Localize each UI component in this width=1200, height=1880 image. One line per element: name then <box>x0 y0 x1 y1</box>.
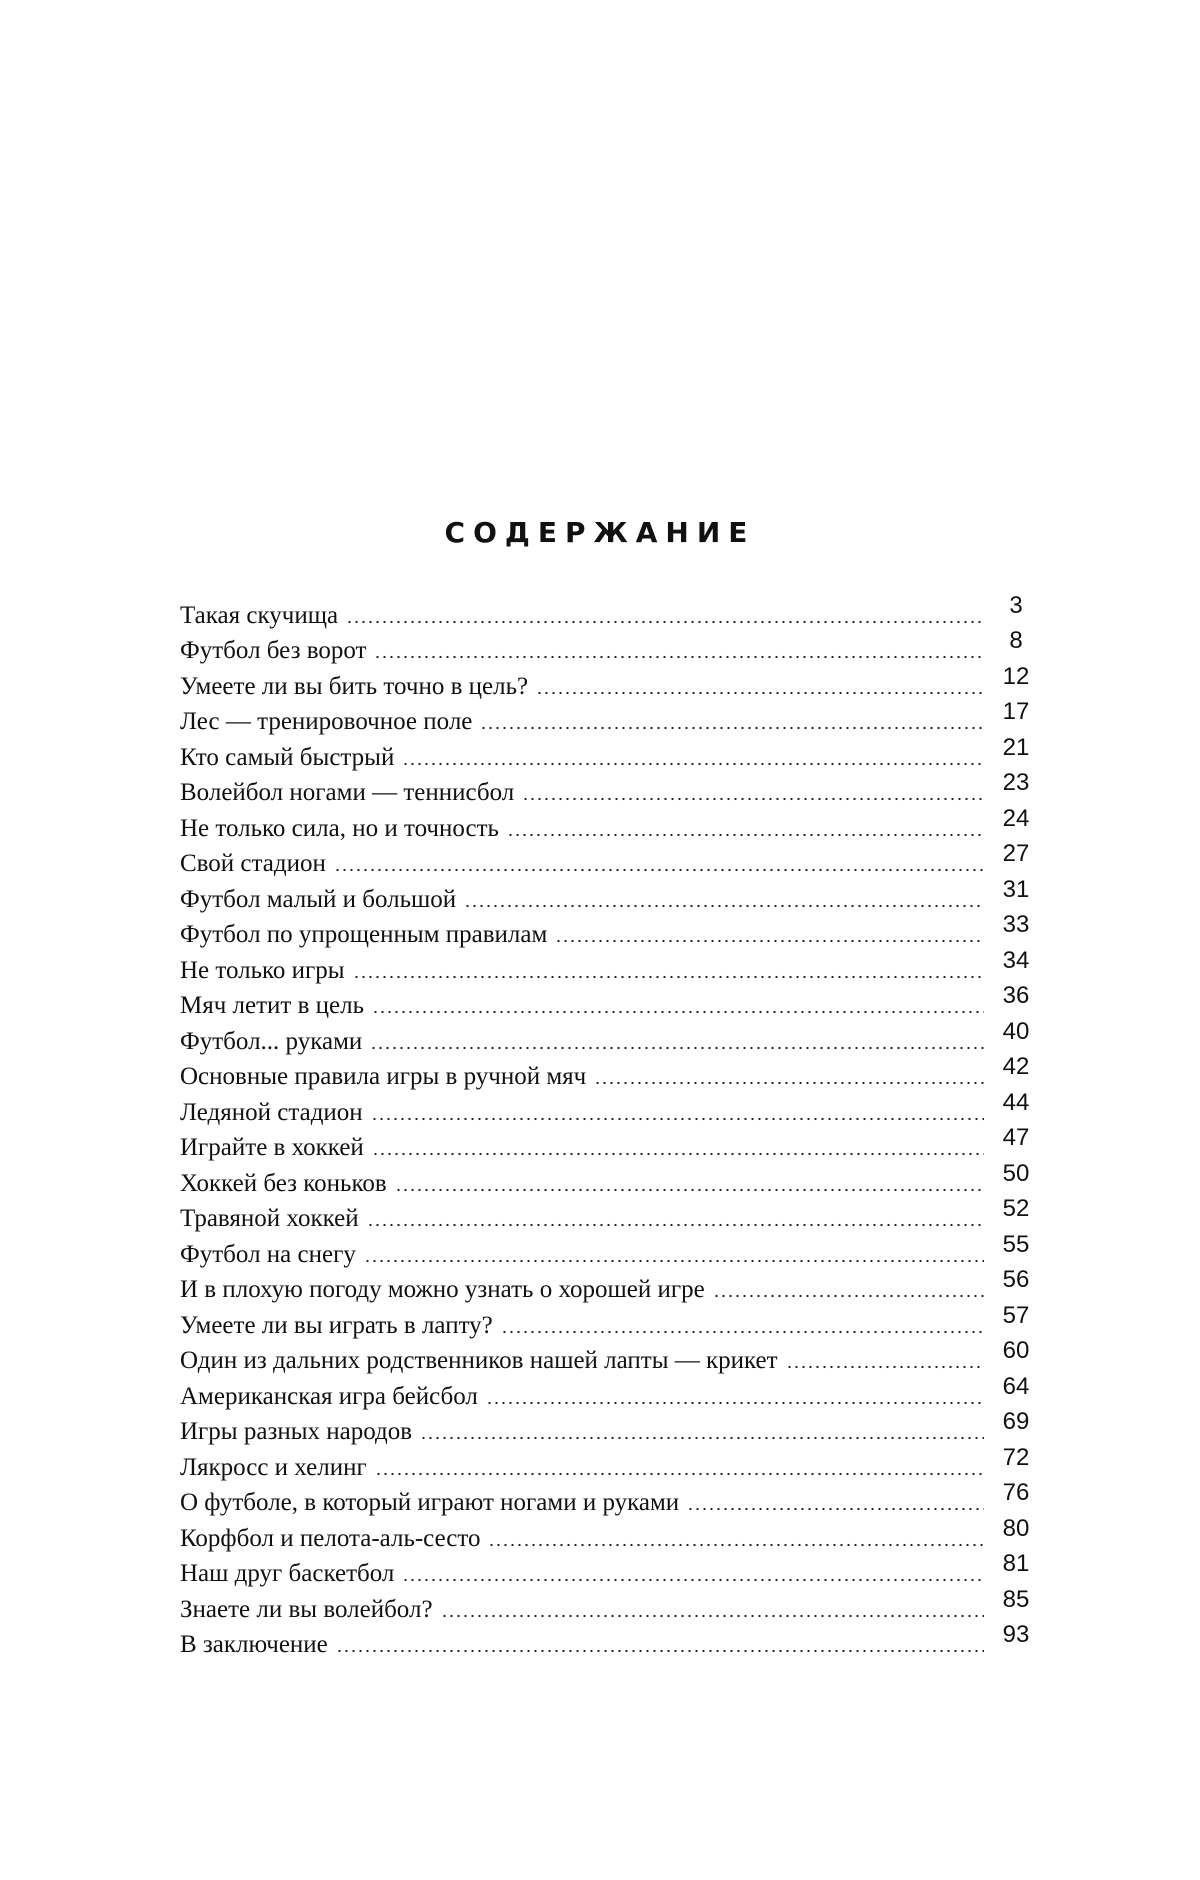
toc-entry-page-number: 57 <box>1002 1301 1030 1329</box>
toc-entry-page-number: 3 <box>1009 591 1023 619</box>
dot-leader <box>367 1223 984 1227</box>
toc-entry-page-number: 69 <box>1002 1408 1030 1435</box>
dot-leader <box>402 762 984 766</box>
dot-leader <box>420 1436 984 1440</box>
toc-entry-page-number: 60 <box>1002 1337 1030 1364</box>
toc-entry-page-number: 40 <box>1002 1017 1030 1045</box>
toc-entry-page-number: 36 <box>1002 982 1030 1009</box>
toc-entry-title: Лес — тренировочное поле <box>180 708 473 735</box>
toc-entry-page-number: 31 <box>1002 875 1030 903</box>
toc-entry-title: Футбол на снегу <box>180 1240 356 1268</box>
toc-entry-title: Хоккей без коньков <box>180 1169 387 1197</box>
toc-entry <box>180 1124 1040 1164</box>
toc-entry-title: Лякросс и хелинг <box>180 1453 367 1481</box>
dot-leader <box>786 1365 984 1369</box>
toc-entry <box>180 911 1040 951</box>
dot-leader <box>395 1188 984 1192</box>
toc-entry <box>180 1266 1040 1306</box>
toc-entry <box>180 591 1040 631</box>
toc-entry-page-number: 64 <box>1002 1372 1030 1400</box>
toc-entry <box>180 1479 1040 1519</box>
dot-leader <box>334 868 984 872</box>
toc-entry-page-number: 33 <box>1002 911 1030 938</box>
toc-entry-page-number: 24 <box>1002 804 1030 832</box>
toc-entry-title: Знаете ли вы волейбол? <box>180 1595 433 1623</box>
toc-entry-page-number: 27 <box>1002 840 1030 867</box>
toc-entry-page-number: 85 <box>1002 1585 1030 1613</box>
toc-entry-title: Корфбол и пелота-аль-сесто <box>180 1524 481 1552</box>
toc-entry <box>180 1550 1040 1590</box>
toc-entry-title: Такая скучища <box>180 601 339 629</box>
page-title: СОДЕРЖАНИЕ <box>444 516 756 549</box>
dot-leader <box>364 1259 984 1263</box>
dot-leader <box>480 726 984 730</box>
dot-leader <box>370 1046 984 1050</box>
dot-leader <box>507 833 984 837</box>
dot-leader <box>713 1294 984 1298</box>
toc-entry <box>180 1088 1040 1128</box>
toc-entry-page-number: 81 <box>1002 1550 1030 1577</box>
toc-entry-page-number: 76 <box>1002 1479 1030 1506</box>
toc-entry-title: Американская игра бейсбол <box>180 1382 478 1410</box>
toc-entry <box>180 1585 1040 1625</box>
dot-leader <box>464 904 984 908</box>
toc-entry <box>180 1443 1040 1483</box>
toc-entry-title: Свой стадион <box>180 850 326 877</box>
toc-entry-title: Наш друг баскетбол <box>180 1560 395 1587</box>
toc-entry <box>180 733 1040 773</box>
toc-entry-page-number: 34 <box>1002 946 1030 974</box>
toc-entry <box>180 1621 1040 1661</box>
dot-leader <box>375 1472 984 1476</box>
dot-leader <box>346 620 984 624</box>
dot-leader <box>372 1010 984 1014</box>
toc-entry-title: И в плохую погоду можно узнать о хорошей игре <box>180 1276 705 1303</box>
dot-leader <box>486 1401 984 1405</box>
toc-entry <box>180 946 1040 986</box>
toc-entry <box>180 1372 1040 1412</box>
dot-leader <box>522 797 984 801</box>
dot-leader <box>402 1578 984 1582</box>
toc-entry-title: Кто самый быстрый <box>180 743 395 771</box>
toc-entry-title: Не только сила, но и точность <box>180 814 499 842</box>
toc-entry <box>180 875 1040 915</box>
toc-entry-page-number: 21 <box>1002 733 1030 761</box>
dot-leader <box>441 1614 984 1618</box>
toc-entry-title: Мяч летит в цель <box>180 992 365 1019</box>
dot-leader <box>536 691 984 695</box>
toc-entry <box>180 804 1040 844</box>
toc-entry-title: Ледяной стадион <box>180 1098 363 1126</box>
toc-entry <box>180 1301 1040 1341</box>
dot-leader <box>353 975 984 979</box>
toc-entry <box>180 1017 1040 1057</box>
dot-leader <box>555 939 984 943</box>
toc-entry-page-number: 72 <box>1002 1443 1030 1471</box>
dot-leader <box>501 1330 984 1334</box>
table-of-contents <box>180 591 1040 1660</box>
toc-entry-page-number: 23 <box>1002 769 1030 796</box>
toc-entry-title: Травяной хоккей <box>180 1205 359 1232</box>
toc-entry-page-number: 80 <box>1002 1514 1030 1542</box>
toc-entry <box>180 840 1040 880</box>
toc-entry-title: Волейбол ногами — теннисбол <box>180 779 515 806</box>
dot-leader <box>687 1507 984 1511</box>
toc-entry-title: Игры разных народов <box>180 1418 413 1445</box>
toc-entry <box>180 1159 1040 1199</box>
toc-entry <box>180 1053 1040 1093</box>
toc-entry <box>180 627 1040 667</box>
toc-entry-title: Футбол по упрощенным правилам <box>180 921 548 948</box>
toc-entry-page-number: 8 <box>1009 627 1023 654</box>
toc-entry-page-number: 50 <box>1002 1159 1030 1187</box>
toc-entry <box>180 662 1040 702</box>
toc-entry <box>180 1195 1040 1235</box>
toc-entry-title: Футбол без ворот <box>180 637 367 664</box>
dot-leader <box>372 1152 984 1156</box>
dot-leader <box>374 655 984 659</box>
toc-entry <box>180 1514 1040 1554</box>
dot-leader <box>336 1649 984 1653</box>
toc-entry-title: Играйте в хоккей <box>180 1134 364 1161</box>
toc-entry <box>180 769 1040 809</box>
toc-entry-page-number: 12 <box>1002 662 1030 690</box>
toc-entry-title: Один из дальних родственников нашей лапты — крикет <box>180 1347 778 1374</box>
toc-entry-title: Умеете ли вы играть в лапту? <box>180 1311 493 1339</box>
dot-leader <box>594 1081 984 1085</box>
toc-entry-title: Умеете ли вы бить точно в цель? <box>180 672 529 700</box>
toc-entry <box>180 1337 1040 1377</box>
toc-entry-page-number: 47 <box>1002 1124 1030 1151</box>
dot-leader <box>488 1543 984 1547</box>
toc-entry <box>180 982 1040 1022</box>
toc-entry-page-number: 55 <box>1002 1230 1030 1258</box>
toc-entry-title: О футболе, в который играют ногами и руками <box>180 1489 680 1516</box>
toc-entry-page-number: 17 <box>1002 698 1030 725</box>
toc-entry-title: Футбол... руками <box>180 1027 363 1055</box>
dot-leader <box>371 1117 984 1121</box>
toc-entry-title: Не только игры <box>180 956 345 984</box>
toc-entry-page-number: 93 <box>1002 1621 1030 1648</box>
toc-entry-title: Основные правила игры в ручной мяч <box>180 1063 587 1090</box>
toc-entry-page-number: 44 <box>1002 1088 1030 1116</box>
toc-entry-page-number: 42 <box>1002 1053 1030 1080</box>
toc-entry <box>180 1408 1040 1448</box>
toc-entry <box>180 698 1040 738</box>
toc-entry-page-number: 52 <box>1002 1195 1030 1222</box>
toc-entry-title: В заключение <box>180 1631 328 1658</box>
toc-entry-title: Футбол малый и большой <box>180 885 457 913</box>
toc-entry <box>180 1230 1040 1270</box>
toc-entry-page-number: 56 <box>1002 1266 1030 1293</box>
